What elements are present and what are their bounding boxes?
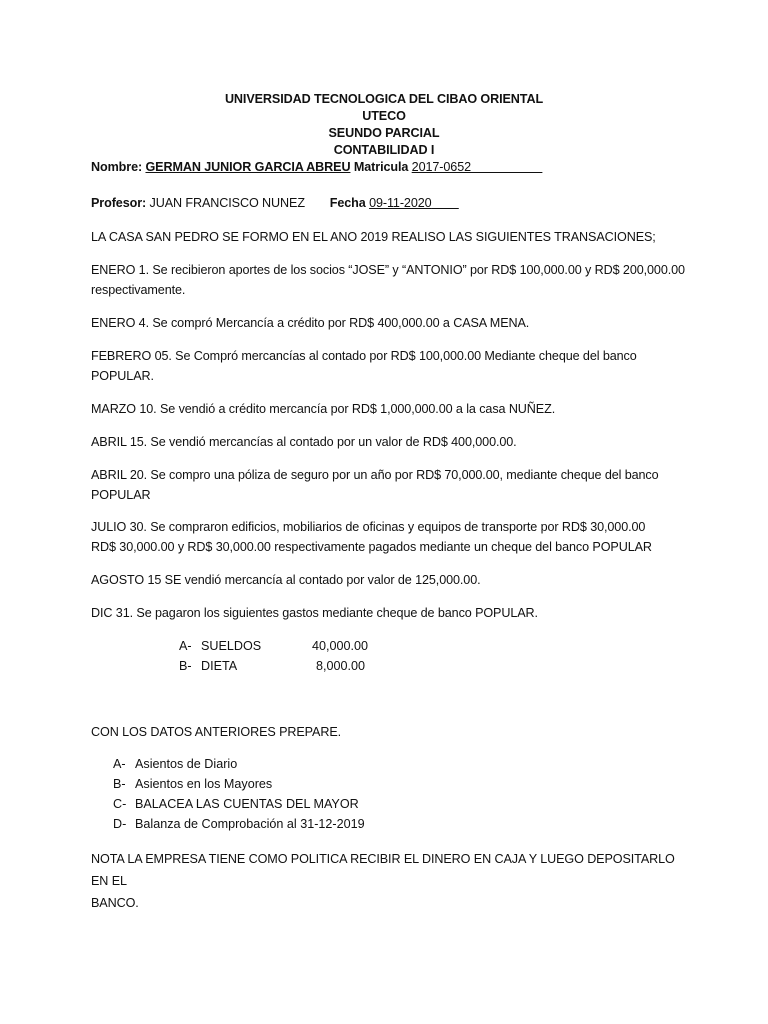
transaction-line: JULIO 30. Se compraron edificios, mobiliarios de oficinas y equipos de transporte por RD$ 30,000.00 bbox=[91, 520, 646, 534]
professor-line bbox=[91, 193, 459, 213]
matricula-label: Matricula bbox=[353, 160, 409, 174]
university-acronym: UTECO bbox=[362, 109, 406, 123]
transaction-line: respectivamente. bbox=[91, 283, 186, 297]
intro-text: LA CASA SAN PEDRO SE FORMO EN EL ANO 2019 REALISO LAS SIGUIENTES TRANSACIONES; bbox=[91, 230, 656, 244]
transaction-line: ENERO 1. Se recibieron aportes de los socios “JOSE” y “ANTONIO” por RD$ 100,000.00 y RD$ 200,000.00 bbox=[91, 263, 685, 277]
expense-name: SUELDOS bbox=[201, 639, 262, 653]
transaction-line: DIC 31. Se pagaron los siguientes gastos mediante cheque de banco POPULAR. bbox=[91, 606, 538, 620]
list-marker: A- bbox=[179, 639, 192, 653]
instructions-title: CON LOS DATOS ANTERIORES PREPARE. bbox=[91, 725, 342, 739]
matricula-value: 2017-0652 bbox=[411, 160, 471, 174]
instruction-item: Balanza de Comprobación al 31-12-2019 bbox=[135, 817, 365, 831]
transaction-item bbox=[91, 313, 691, 333]
student-line bbox=[91, 157, 542, 177]
exam-title: SEUNDO PARCIAL bbox=[328, 126, 440, 140]
expense-amount: 8,000.00 bbox=[316, 659, 366, 673]
expense-amount: 40,000.00 bbox=[312, 639, 369, 653]
list-marker: D- bbox=[113, 817, 127, 831]
transaction-line: RD$ 30,000.00 y RD$ 30,000.00 respectivamente pagados mediante un cheque del banco POPULAR bbox=[91, 540, 652, 554]
transaction-line: POPULAR bbox=[91, 488, 151, 502]
university-title: UNIVERSIDAD TECNOLOGICA DEL CIBAO ORIENTAL bbox=[224, 92, 544, 106]
transaction-line: ENERO 4. Se compró Mercancía a crédito por RD$ 400,000.00 a CASA MENA. bbox=[91, 316, 530, 330]
transaction-item bbox=[91, 260, 691, 300]
transaction-item bbox=[91, 432, 691, 452]
transaction-item bbox=[91, 346, 691, 386]
expense-item bbox=[179, 636, 192, 656]
list-marker: A- bbox=[113, 757, 126, 771]
transaction-item bbox=[91, 517, 691, 557]
professor-name: JUAN FRANCISCO NUNEZ bbox=[149, 196, 305, 210]
transaction-line: MARZO 10. Se vendió a crédito mercancía por RD$ 1,000,000.00 a la casa NUÑEZ. bbox=[91, 402, 556, 416]
transaction-line: ABRIL 15. Se vendió mercancías al contado por un valor de RD$ 400,000.00. bbox=[91, 435, 517, 449]
date-value: 09-11-2020 bbox=[369, 196, 432, 210]
name-label: Nombre: bbox=[91, 160, 143, 174]
transaction-item bbox=[91, 399, 691, 419]
transaction-item bbox=[91, 603, 691, 623]
transaction-line: FEBRERO 05. Se Compró mercancías al contado por RD$ 100,000.00 Mediante cheque del banco bbox=[91, 349, 637, 363]
transaction-item bbox=[91, 570, 691, 590]
date-label: Fecha bbox=[329, 196, 366, 210]
policy-note bbox=[91, 848, 691, 914]
course-title: CONTABILIDAD I bbox=[333, 143, 435, 157]
transaction-line: ABRIL 20. Se compro una póliza de seguro por un año por RD$ 70,000.00, mediante cheque del banco bbox=[91, 468, 659, 482]
list-marker: C- bbox=[113, 797, 127, 811]
instruction-item: BALACEA LAS CUENTAS DEL MAYOR bbox=[135, 797, 359, 811]
list-marker: B- bbox=[113, 777, 126, 791]
note-line: BANCO. bbox=[91, 896, 139, 910]
expense-item bbox=[179, 656, 192, 676]
note-line: NOTA LA EMPRESA TIENE COMO POLITICA RECIBIR EL DINERO EN CAJA Y LUEGO DEPOSITARLO EN EL bbox=[91, 852, 675, 888]
transaction-line: AGOSTO 15 SE vendió mercancía al contado por valor de 125,000.00. bbox=[91, 573, 481, 587]
instruction-item: Asientos de Diario bbox=[135, 757, 238, 771]
transaction-line: POPULAR. bbox=[91, 369, 154, 383]
expense-name: DIETA bbox=[201, 659, 238, 673]
list-marker: B- bbox=[179, 659, 192, 673]
student-name: GERMAN JUNIOR GARCIA ABREU bbox=[145, 160, 351, 174]
professor-label: Profesor: bbox=[91, 196, 147, 210]
instruction-item: Asientos en los Mayores bbox=[135, 777, 273, 791]
transaction-item bbox=[91, 465, 691, 505]
